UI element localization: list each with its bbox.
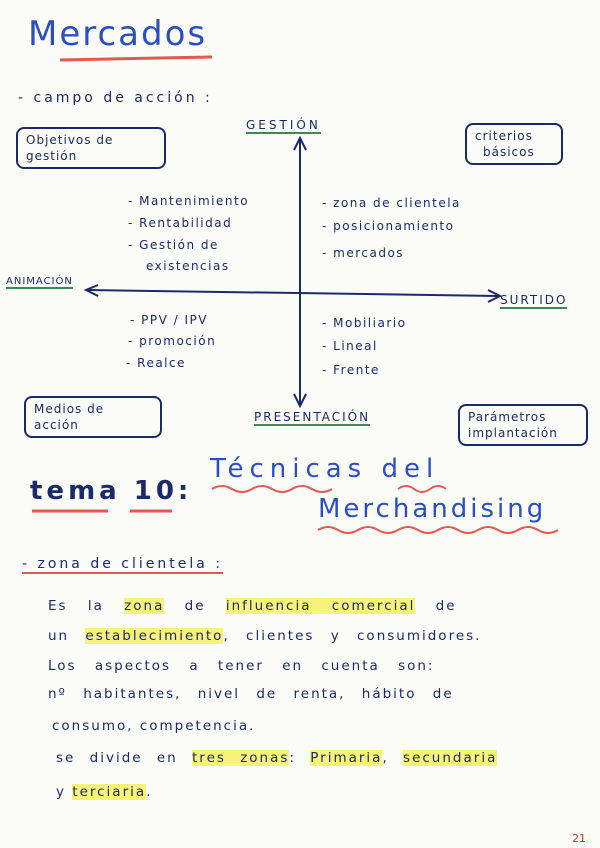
- body-line-6-e: ,: [382, 750, 404, 766]
- axis-label-left: ANIMACIÓN: [6, 276, 73, 287]
- quad-tr-item-2: - posicionamiento: [322, 219, 455, 233]
- body-line-7: [56, 784, 152, 800]
- box-criterios-line2: básicos: [483, 145, 535, 159]
- wavy-underline-1: [212, 486, 332, 492]
- quad-br-item-2: - Lineal: [322, 339, 378, 353]
- body-line-7-a: y: [56, 784, 73, 800]
- box-parametros-line1: Parámetros: [468, 410, 547, 424]
- body-line-2: [48, 628, 481, 644]
- body-line-4: nº habitantes, nivel de renta, hábito de: [48, 686, 454, 702]
- tema-label: tema 10:: [30, 476, 193, 506]
- quad-br-item-1: - Mobiliario: [322, 316, 407, 330]
- quad-tl-item-4: existencias: [146, 259, 230, 273]
- box-criterios-line1: criterios: [475, 129, 533, 143]
- highlight-secundaria: secundaria: [403, 750, 498, 766]
- body-line-6-c: :: [289, 750, 311, 766]
- quad-tr-item-3: - mercados: [322, 246, 405, 260]
- box-medios: [24, 396, 162, 438]
- title-underline: [60, 57, 212, 60]
- quad-tl-item-3: - Gestión de: [128, 238, 219, 252]
- highlight-primaria: Primaria: [310, 750, 383, 766]
- body-line-1: [48, 598, 457, 614]
- body-line-1-a: Es la: [48, 598, 125, 614]
- body-line-3: Los aspectos a tener en cuenta son:: [48, 658, 435, 674]
- wavy-underline-3: [318, 527, 558, 533]
- body-line-1-e: de: [415, 598, 457, 614]
- highlight-terciaria: terciaria: [72, 784, 147, 800]
- highlight-tres-zonas: tres zonas: [192, 750, 290, 766]
- page-number: 21: [572, 832, 586, 845]
- quad-bl-item-3: - Realce: [126, 356, 186, 370]
- highlight-influencia: influencia comercial: [225, 598, 416, 614]
- box-medios-line2: acción: [34, 418, 79, 432]
- box-objetivos-line1: Objetivos de: [26, 133, 114, 147]
- quad-tr-item-1: - zona de clientela: [322, 196, 461, 210]
- axis-label-bottom: PRESENTACIÓN: [254, 410, 371, 424]
- box-parametros-line2: implantación: [468, 426, 558, 440]
- body-line-6: [56, 750, 497, 766]
- box-objetivos-line2: gestión: [26, 149, 78, 163]
- box-criterios: [465, 123, 563, 165]
- body-line-5: consumo, competencia.: [52, 718, 256, 734]
- zona-heading: - zona de clientela :: [22, 556, 223, 572]
- quad-br-item-3: - Frente: [322, 363, 380, 377]
- quad-bl-item-1: - PPV / IPV: [130, 313, 208, 327]
- highlight-zona: zona: [124, 598, 165, 614]
- body-line-2-c: , clientes y consumidores.: [223, 628, 482, 644]
- wavy-underline-2: [398, 486, 446, 492]
- box-objetivos: [16, 127, 166, 169]
- horizontal-axis: [88, 290, 498, 296]
- body-line-1-c: de: [164, 598, 226, 614]
- page-title: Mercados: [28, 14, 208, 54]
- body-line-6-a: se divide en: [56, 750, 193, 766]
- tema-title-line2: Merchandising: [318, 494, 547, 524]
- highlight-establecimiento: establecimiento: [85, 628, 224, 644]
- campo-heading: - campo de acción :: [18, 90, 213, 106]
- quad-bl-item-2: - promoción: [128, 334, 217, 348]
- box-medios-line1: Medios de: [34, 402, 105, 416]
- box-parametros: [458, 404, 588, 446]
- tema-title-line1: Técnicas del: [210, 454, 440, 484]
- body-line-2-a: un: [48, 628, 86, 644]
- quad-tl-item-2: - Rentabilidad: [128, 216, 233, 230]
- quad-tl-item-1: - Mantenimiento: [128, 194, 250, 208]
- body-line-7-c: .: [146, 784, 153, 800]
- axis-label-right: SURTIDO: [500, 293, 568, 307]
- axis-label-top: GESTIÓN: [246, 118, 321, 132]
